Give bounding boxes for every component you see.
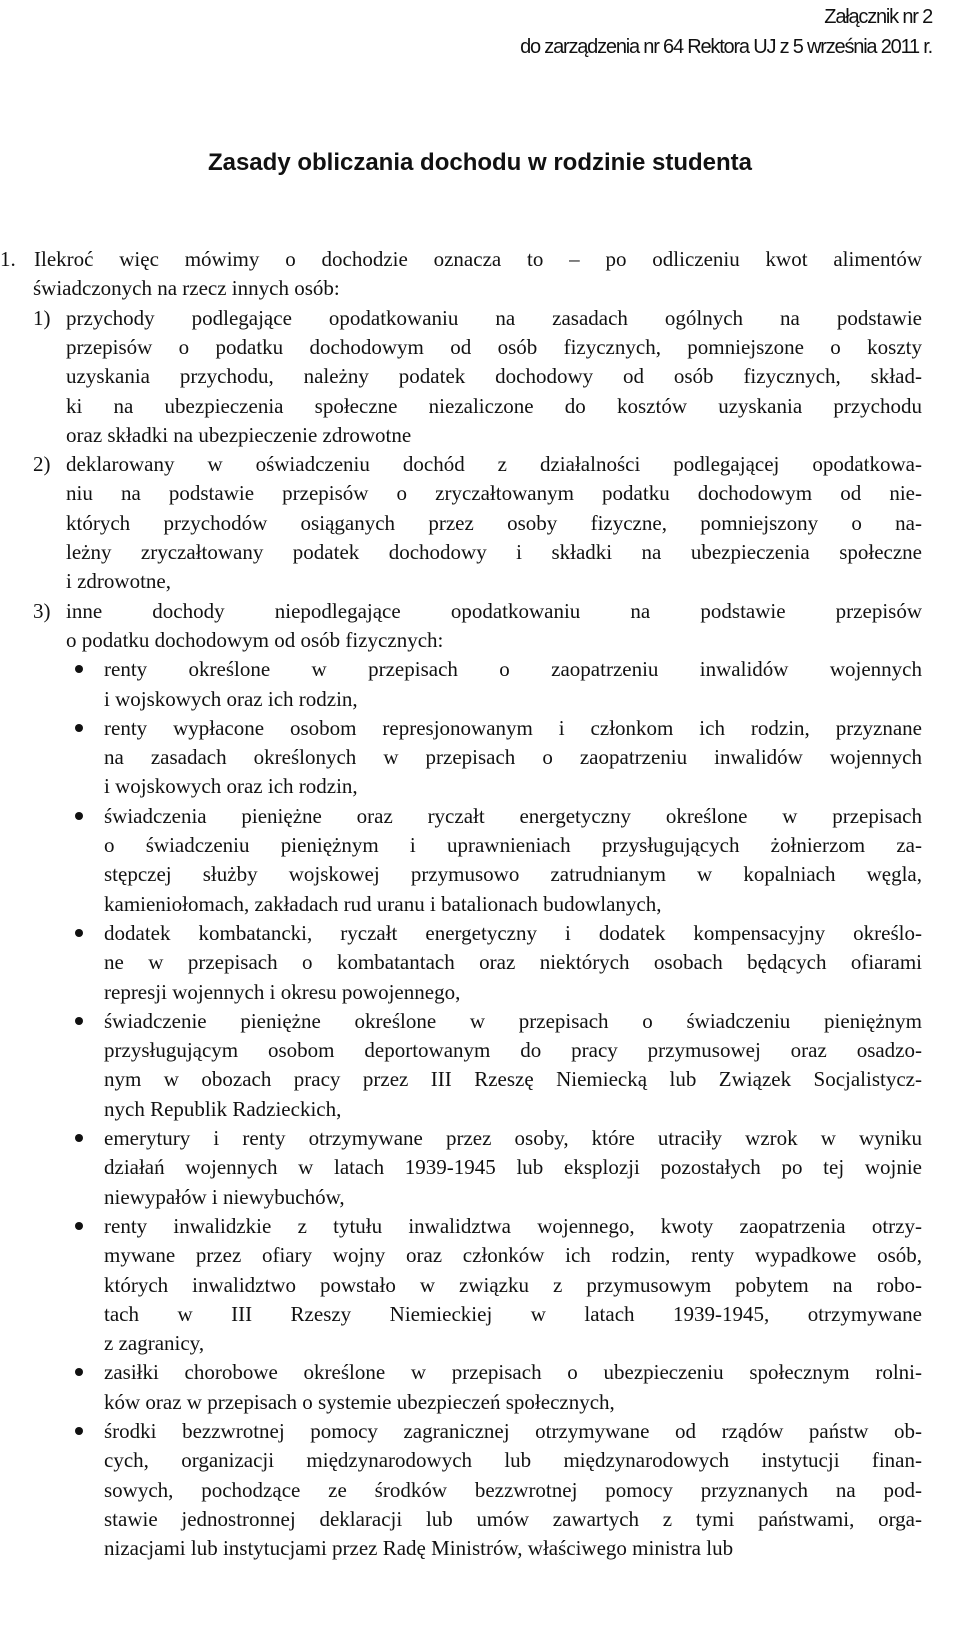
bullet-item-line: kamieniołomach, zakładach rud uranu i batalionach budowlanych, — [104, 891, 662, 916]
list-item-line: deklarowany w oświadczeniu dochód z działalności podlegającej opodatkowa- — [66, 452, 922, 477]
list-item-number: 1) — [33, 305, 51, 330]
bullet-icon — [75, 929, 83, 937]
bullet-item-line: cych, organizacji międzynarodowych lub międzynarodowych instytucji finan- — [104, 1448, 922, 1473]
bullet-item-line: zasiłki chorobowe określone w przepisach o ubezpieczeniu społecznym rolni- — [104, 1360, 922, 1385]
section-number: 1. — [0, 247, 16, 271]
bullet-item-line: stawie jednostronnej deklaracji lub umów zawartych z tymi państwami, orga- — [104, 1506, 922, 1531]
bullet-item-line: stępczej służby wojskowej przymusowo zatrudnianym w kopalniach węgla, — [104, 862, 922, 887]
annex-reference: do zarządzenia nr 64 Rektora UJ z 5 września 2011 r. — [520, 36, 932, 58]
list-item-line: których przychodów osiąganych przez osoby fizyczne, pomniejszony o na- — [66, 510, 922, 535]
list-item-line: o podatku dochodowym od osób fizycznych: — [66, 627, 444, 652]
list-item-number: 3) — [33, 598, 51, 623]
section-intro-line: świadczonych na rzecz innych osób: — [33, 276, 340, 301]
document-title: Zasady obliczania dochodu w rodzinie studenta — [207, 149, 753, 176]
bullet-item-line: nym w obozach pracy przez III Rzeszę Niemiecką lub Związek Socjalistycz- — [104, 1067, 922, 1092]
bullet-item-line: renty wypłacone osobom represjonowanym i członkom ich rodzin, przyznane — [104, 715, 922, 740]
annex-header — [520, 2, 932, 62]
list-item-line: niu na podstawie przepisów o zryczałtowanym podatku dochodowym od nie- — [66, 481, 922, 506]
bullet-item-line: nych Republik Radzieckich, — [104, 1096, 342, 1121]
list-item-line: uzyskania przychodu, należny podatek dochodowy od osób fizycznych, skład- — [66, 364, 922, 389]
annex-number: Załącznik nr 2 — [824, 6, 932, 28]
bullet-item-line: których inwalidztwo powstało w związku z przymusowym pobytem na robo- — [104, 1272, 922, 1297]
bullet-item-line: emerytury i renty otrzymywane przez osoby, które utraciły wzrok w wyniku — [104, 1126, 922, 1150]
bullet-item-line: na zasadach określonych w przepisach o zaopatrzeniu inwalidów wojennych — [104, 745, 922, 770]
list-item-line: oraz składki na ubezpieczenie zdrowotne — [66, 422, 412, 447]
bullet-item-line: i wojskowych oraz ich rodzin, — [104, 774, 358, 799]
bullet-item-line: przysługującym osobom deportowanym do pracy przymusowej oraz osadzo- — [104, 1038, 922, 1063]
list-item-line: ki na ubezpieczenia społeczne niezaliczone do kosztów uzyskania przychodu — [66, 393, 922, 418]
bullet-icon — [75, 1368, 83, 1376]
bullet-item-line: niewypałów i niewybuchów, — [104, 1184, 345, 1209]
bullet-item-line: dodatek kombatancki, ryczałt energetyczny i dodatek kompensacyjny określo- — [104, 920, 922, 945]
bullet-icon — [75, 812, 83, 820]
bullet-item-line: tach w III Rzeszy Niemieckiej w latach 1939-1945, otrzymywane — [104, 1301, 922, 1326]
bullet-item-line: ków oraz w przepisach o systemie ubezpieczeń społecznych, — [104, 1389, 615, 1414]
bullet-item-line: działań wojennych w latach 1939-1945 lub eksplozji pozostałych po tej wojnie — [104, 1155, 922, 1180]
bullet-item-line: mywane przez ofiary wojny oraz członków ich rodzin, renty wypadkowe osób, — [104, 1243, 922, 1268]
list-item-line: inne dochody niepodlegające opodatkowaniu na podstawie przepisów — [66, 598, 922, 623]
section-intro-line: Ilekroć więc mówimy o dochodzie oznacza to – po odliczeniu kwot alimentów — [34, 247, 922, 271]
list-item-number: 2) — [33, 452, 51, 477]
bullet-item-line: i wojskowych oraz ich rodzin, — [104, 686, 358, 711]
list-item-line: przepisów o podatku dochodowym od osób fizycznych, pomniejszone o koszty — [66, 334, 922, 359]
bullet-item-line: świadczenia pieniężne oraz ryczałt energetyczny określone w przepisach — [104, 803, 922, 828]
bullet-icon — [75, 1427, 83, 1435]
bullet-item-line: renty określone w przepisach o zaopatrzeniu inwalidów wojennych — [104, 657, 922, 682]
bullet-icon — [75, 1017, 83, 1025]
bullet-item-line: represji wojennych i okresu powojennego, — [104, 979, 461, 1004]
bullet-icon — [75, 1134, 83, 1142]
list-item-line: przychody podlegające opodatkowaniu na zasadach ogólnych na podstawie — [66, 305, 922, 330]
list-item-line: leżny zryczałtowany podatek dochodowy i składki na ubezpieczenia społeczne — [66, 540, 922, 564]
bullet-item-line: sowych, pochodzące ze środków bezzwrotnej pomocy przyznanych na pod- — [104, 1477, 922, 1502]
list-item-line: i zdrowotne, — [66, 569, 171, 594]
bullet-item-line: świadczenie pieniężne określone w przepisach o świadczeniu pieniężnym — [104, 1008, 922, 1033]
bullet-item-line: środki bezzwrotnej pomocy zagranicznej otrzymywane od rządów państw ob- — [104, 1419, 922, 1443]
bullet-icon — [75, 665, 83, 673]
bullet-item-line: nizacjami lub instytucjami przez Radę Ministrów, właściwego ministra lub — [104, 1536, 734, 1561]
bullet-item-line: ne w przepisach o kombatantach oraz niektórych osobach będących ofiarami — [104, 950, 922, 975]
bullet-icon — [75, 724, 83, 732]
bullet-icon — [75, 1222, 83, 1230]
bullet-item-line: o świadczeniu pieniężnym i uprawnieniach przysługujących żołnierzom za- — [104, 833, 922, 857]
bullet-item-line: z zagranicy, — [104, 1331, 205, 1356]
bullet-item-line: renty inwalidzkie z tytułu inwalidztwa wojennego, kwoty zaopatrzenia otrzy- — [104, 1213, 922, 1238]
